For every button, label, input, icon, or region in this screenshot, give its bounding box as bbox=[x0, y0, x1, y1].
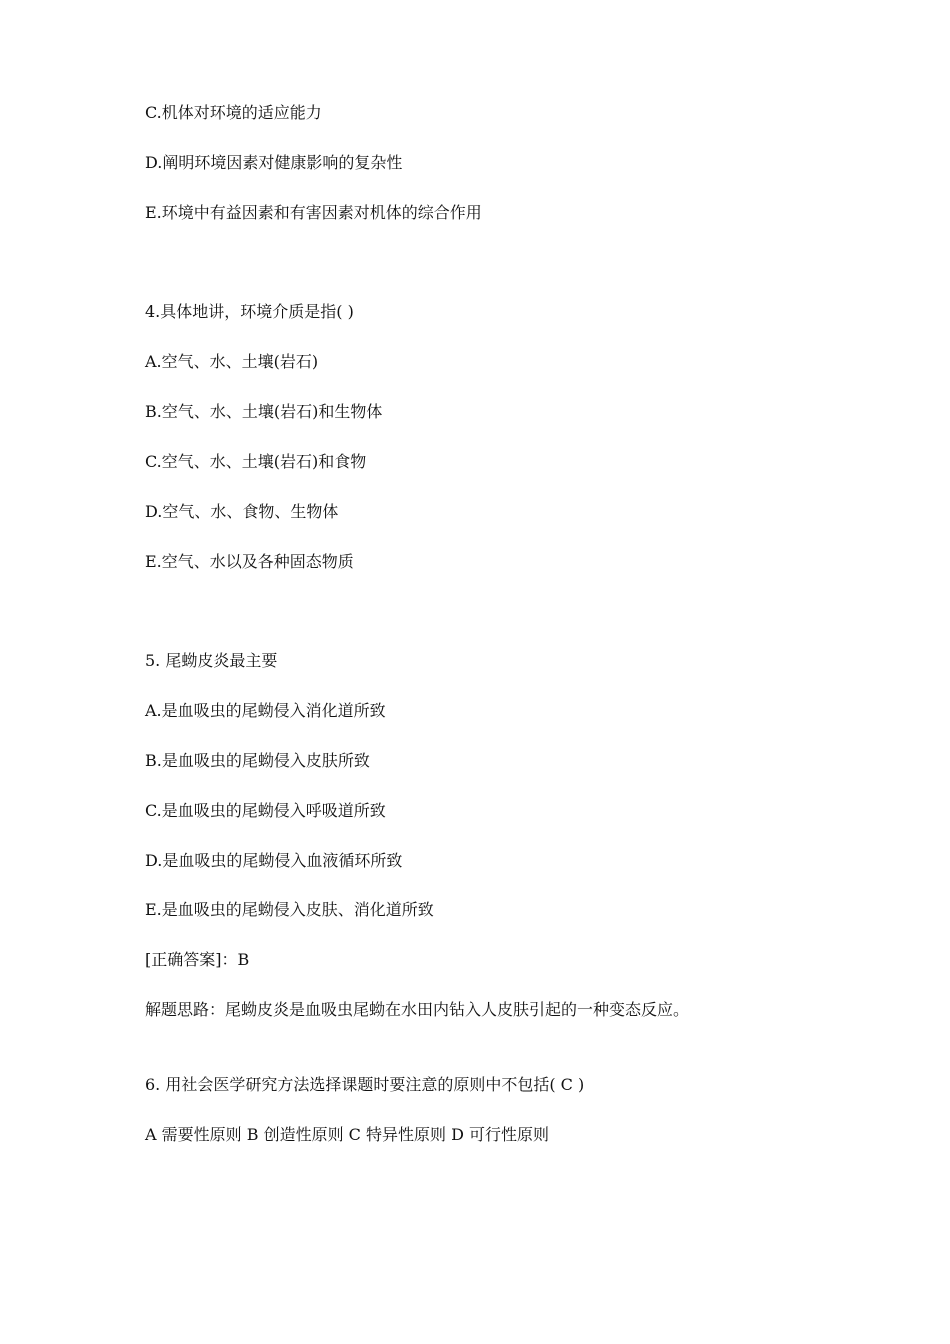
q5-answer: [正确答案]：B bbox=[145, 950, 250, 969]
q5-option-b: B.是血吸虫的尾蚴侵入皮肤所致 bbox=[145, 751, 370, 770]
q3-option-c: C.机体对环境的适应能力 bbox=[145, 103, 322, 122]
q4-option-e: E.空气、水以及各种固态物质 bbox=[145, 552, 354, 571]
q5-explanation: 解题思路：尾蚴皮炎是血吸虫尾蚴在水田内钻入人皮肤引起的一种变态反应。 bbox=[145, 1000, 690, 1019]
q3-option-e: E.环境中有益因素和有害因素对机体的综合作用 bbox=[145, 203, 482, 222]
q5-option-e: E.是血吸虫的尾蚴侵入皮肤、消化道所致 bbox=[145, 900, 434, 919]
q3-option-d: D.阐明环境因素对健康影响的复杂性 bbox=[145, 153, 403, 172]
q4-option-d: D.空气、水、食物、生物体 bbox=[145, 502, 339, 521]
q4-stem: 4.具体地讲，环境介质是指( ) bbox=[145, 302, 354, 321]
q4-option-c: C.空气、水、土壤(岩石)和食物 bbox=[145, 452, 367, 471]
q6-options: A 需要性原则 B 创造性原则 C 特异性原则 D 可行性原则 bbox=[145, 1125, 549, 1144]
q5-option-a: A.是血吸虫的尾蚴侵入消化道所致 bbox=[145, 701, 386, 720]
q5-option-d: D.是血吸虫的尾蚴侵入血液循环所致 bbox=[145, 851, 403, 870]
q4-option-a: A.空气、水、土壤(岩石) bbox=[145, 352, 319, 371]
q6-stem: 6. 用社会医学研究方法选择课题时要注意的原则中不包括( C ) bbox=[145, 1075, 585, 1094]
q5-option-c: C.是血吸虫的尾蚴侵入呼吸道所致 bbox=[145, 801, 386, 820]
q5-stem: 5. 尾蚴皮炎最主要 bbox=[145, 651, 278, 670]
q4-option-b: B.空气、水、土壤(岩石)和生物体 bbox=[145, 402, 383, 421]
